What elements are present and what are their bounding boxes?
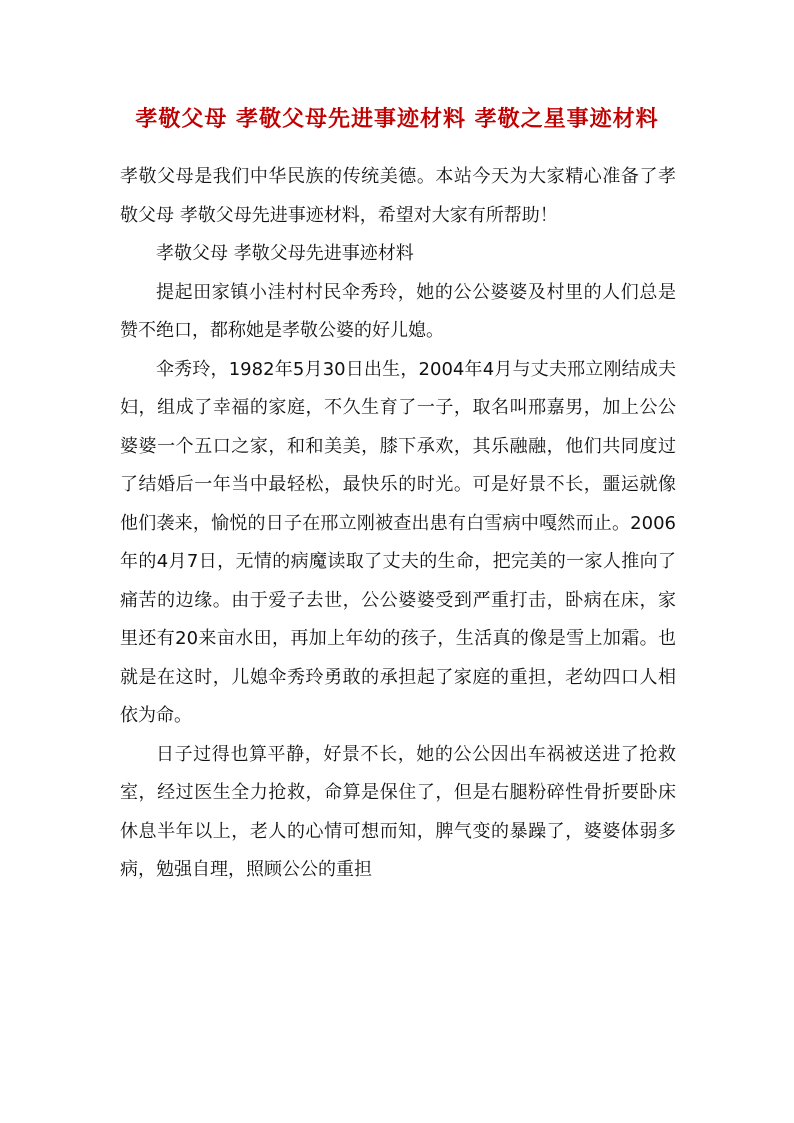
body-paragraph: 提起田家镇小洼村村民伞秀玲，她的公公婆婆及村里的人们总是赞不绝口，都称她是孝敬公婆的好儿媳。 bbox=[120, 281, 676, 341]
document-title: 孝敬父母 孝敬父母先进事迹材料 孝敬之星事迹材料 bbox=[135, 106, 659, 132]
body-paragraph: 日子过得也算平静，好景不长，她的公公因出车祸被送进了抢救室，经过医生全力抢救，命算是保住了，但是右腿粉碎性骨折要卧床休息半年以上，老人的心情可想而知，脾气变的暴躁了，婆婆体弱多病，勉强自理，照顾公公的重担 bbox=[120, 743, 676, 880]
section-heading: 孝敬父母 孝敬父母先进事迹材料 bbox=[156, 243, 414, 264]
intro-paragraph: 孝敬父母是我们中华民族的传统美德。本站今天为大家精心准备了孝敬父母 孝敬父母先进事迹材料，希望对大家有所帮助！ bbox=[120, 166, 676, 226]
body-paragraph: 伞秀玲，1982年5月30日出生，2004年4月与丈夫邢立刚结成夫妇，组成了幸福的家庭，不久生育了一子，取名叫邢嘉男，加上公公婆婆一个五口之家，和和美美，膝下承欢，其乐融融，他们共同度过了结婚后一年当中最轻松，最快乐的时光。可是好景不长，噩运就像他们袭来，愉悦的日子在邢立刚被查出患有白雪病中嘎然而止。2006年的4月7日，无情的病魔读取了丈夫的生命，把完美的一家人推向了痛苦的边缘。由于爱子去世，公公婆婆受到严重打击，卧病在床，家里还有20来亩水田，再加上年幼的孩子，生活真的像是雪上加霜。也就是在这时，儿媳伞秀玲勇敢的承担起了家庭的重担，老幼四口人相依为命。 bbox=[120, 358, 676, 726]
document-body bbox=[120, 158, 676, 890]
